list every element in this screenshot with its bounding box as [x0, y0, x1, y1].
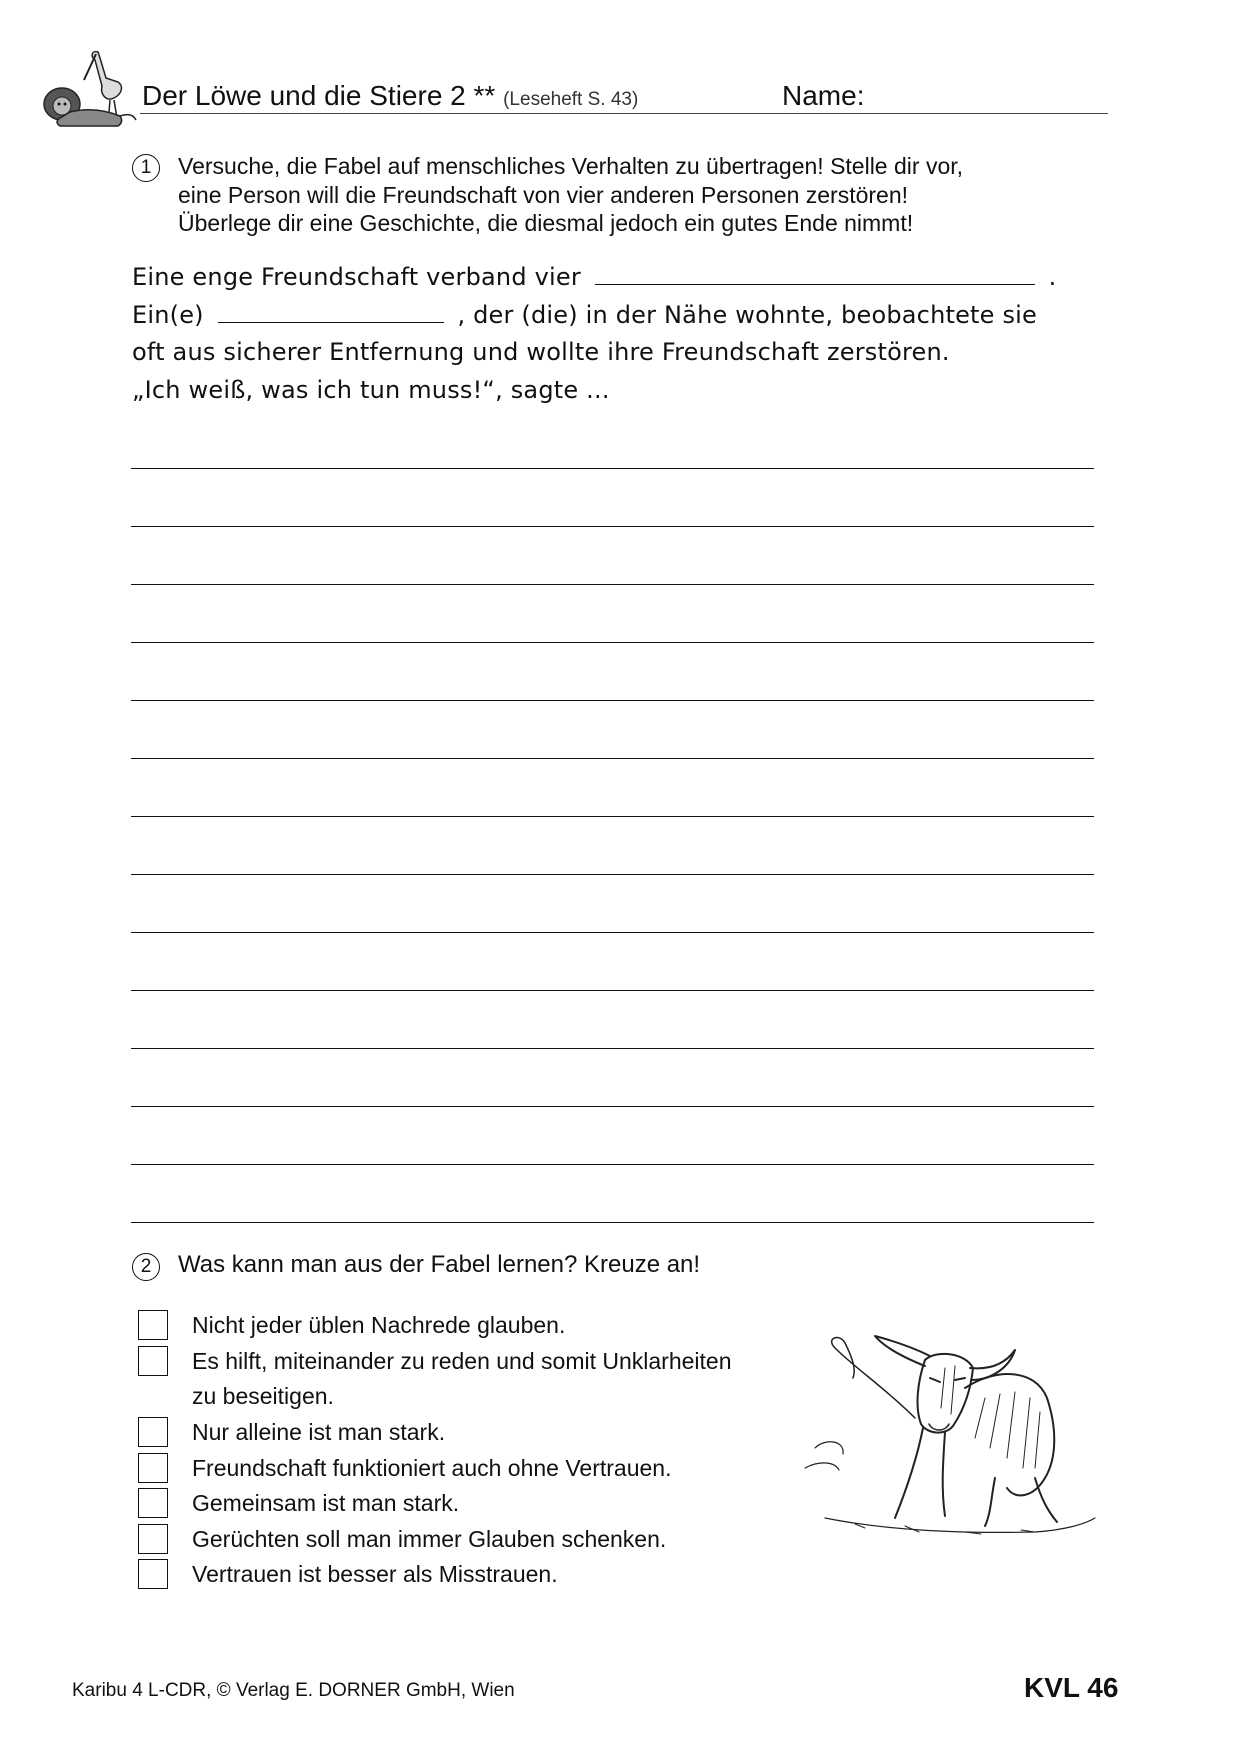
option-checkbox[interactable]: [138, 1453, 168, 1483]
writing-line[interactable]: [131, 700, 1094, 701]
writing-line[interactable]: [131, 526, 1094, 527]
option-label-continuation: zu beseitigen.: [192, 1383, 334, 1409]
writing-line[interactable]: [131, 584, 1094, 585]
writing-line[interactable]: [131, 468, 1094, 469]
footer-copyright: Karibu 4 L-CDR, © Verlag E. DORNER GmbH, Wien: [72, 1680, 515, 1701]
option-checkbox[interactable]: [138, 1310, 168, 1340]
option-label: Gemeinsam ist man stark.: [192, 1490, 460, 1516]
option-checkbox[interactable]: [138, 1524, 168, 1554]
option-label: Es hilft, miteinander zu reden und somit Unklarheiten: [192, 1348, 732, 1374]
option-checkbox[interactable]: [138, 1559, 168, 1589]
writing-line[interactable]: [131, 1164, 1094, 1165]
writing-line[interactable]: [131, 642, 1094, 643]
story-line-1-text: Eine enge Freundschaft verband vier: [132, 263, 581, 291]
task-1-line-3: Überlege dir eine Geschichte, die diesmal jedoch ein gutes Ende nimmt!: [178, 210, 914, 236]
option-label: Gerüchten soll man immer Glauben schenken.: [192, 1526, 667, 1552]
story-line-2-end: , der (die) in der Nähe wohnte, beobachtete sie: [457, 301, 1038, 329]
name-field-line[interactable]: [140, 113, 1108, 114]
writing-line[interactable]: [131, 816, 1094, 817]
option-checkbox[interactable]: [138, 1346, 168, 1376]
task-2-question: Was kann man aus der Fabel lernen? Kreuze an!: [178, 1251, 701, 1278]
bull-drawing-icon: [795, 1328, 1105, 1548]
option-label: Vertrauen ist besser als Misstrauen.: [192, 1561, 558, 1587]
option-label: Nur alleine ist man stark.: [192, 1419, 446, 1445]
option-checkbox[interactable]: [138, 1488, 168, 1518]
title-reference: (Leseheft S. 43): [503, 89, 639, 110]
task-1-line-1: Versuche, die Fabel auf menschliches Verhalten zu übertragen! Stelle dir vor,: [178, 153, 964, 179]
writing-line[interactable]: [131, 758, 1094, 759]
story-line-4: „Ich weiß, was ich tun muss!“, sagte ...: [132, 376, 610, 404]
story-blank-four[interactable]: [595, 262, 1035, 285]
task-2-number: 2: [132, 1253, 160, 1281]
footer-page-code: KVL 46: [1024, 1672, 1119, 1703]
story-line-1-end: .: [1048, 263, 1057, 291]
task-1-number: 1: [132, 154, 160, 182]
story-line-2-text: Ein(e): [132, 301, 204, 329]
worksheet-title: [142, 80, 638, 112]
writing-line[interactable]: [131, 1222, 1094, 1223]
task-1-instructions: [178, 152, 1098, 238]
name-label: Name:: [782, 80, 865, 111]
option-checkbox[interactable]: [138, 1417, 168, 1447]
option-label: Nicht jeder üblen Nachrede glauben.: [192, 1312, 566, 1338]
task-1-line-2: eine Person will die Freundschaft von vier anderen Personen zerstören!: [178, 181, 909, 208]
title-text: Der Löwe und die Stiere 2 **: [142, 80, 496, 111]
writing-line[interactable]: [131, 1106, 1094, 1107]
story-line-3: oft aus sicherer Entfernung und wollte ihre Freundschaft zerstören.: [132, 338, 950, 366]
writing-line[interactable]: [131, 932, 1094, 933]
story-blank-person[interactable]: [218, 300, 444, 323]
lion-stork-logo-icon: [40, 46, 140, 140]
writing-line[interactable]: [131, 874, 1094, 875]
writing-line[interactable]: [131, 1048, 1094, 1049]
option-label: Freundschaft funktioniert auch ohne Vertrauen.: [192, 1455, 672, 1481]
writing-line[interactable]: [131, 990, 1094, 991]
